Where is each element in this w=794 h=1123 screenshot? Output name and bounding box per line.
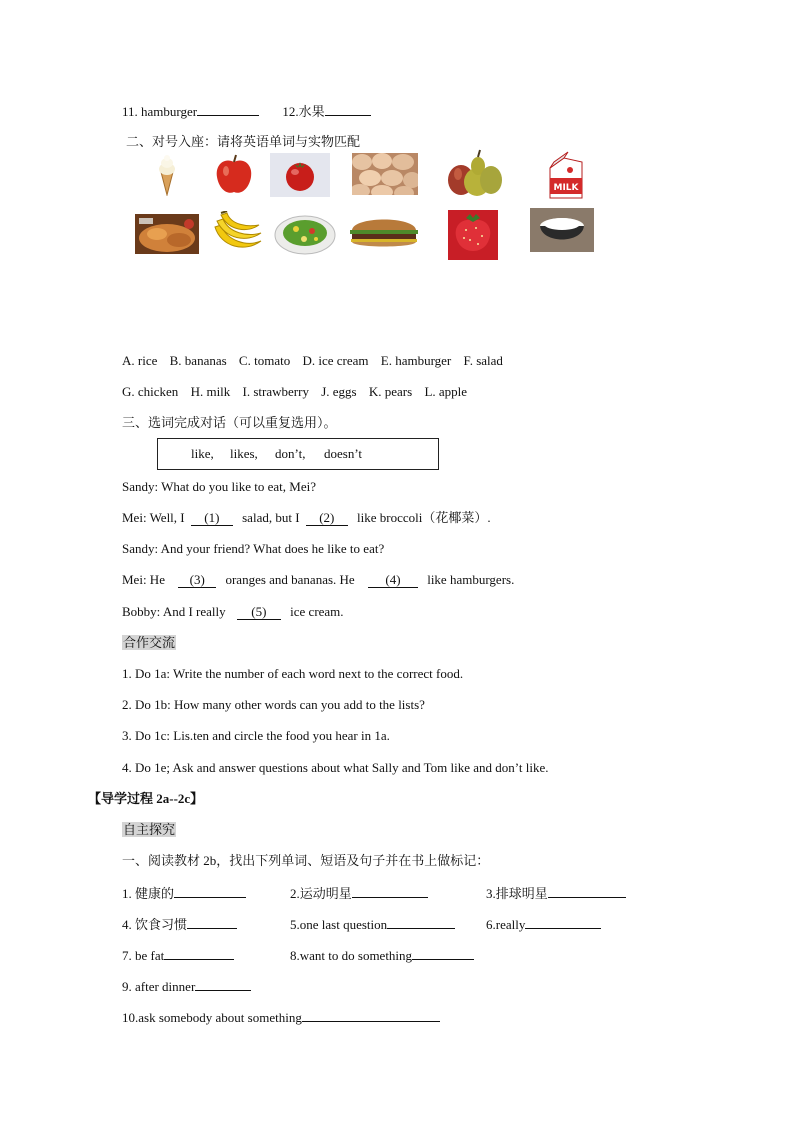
dialog-line-4	[122, 571, 514, 589]
options-row-1	[122, 352, 512, 370]
section2-heading: 二、对号入座：请将英语单词与实物匹配	[126, 134, 361, 149]
vocab-row-4	[122, 977, 251, 996]
strawberry-icon	[448, 210, 498, 260]
answer-blank[interactable]	[174, 884, 246, 898]
word-likes: likes,	[230, 446, 258, 461]
cooperate-item-1: 1. Do 1a: Write the number of each word next to the correct food.	[122, 666, 464, 681]
vocab-row-1	[122, 884, 246, 903]
option-l: L. apple	[424, 384, 468, 399]
chicken-icon	[135, 214, 199, 254]
vocab-5-wrap	[290, 915, 455, 934]
cooperate-heading	[122, 634, 176, 652]
dialog-text: like hamburgers.	[427, 572, 515, 587]
option-b: B. bananas	[169, 353, 227, 368]
vocab-row-2	[122, 915, 237, 934]
option-f: F. salad	[463, 353, 503, 368]
dialog-text: ice cream.	[290, 604, 344, 619]
dialog-line-3: Sandy: And your friend? What does he like to eat?	[122, 541, 385, 556]
answer-blank[interactable]	[387, 915, 455, 929]
option-a: A. rice	[122, 353, 158, 368]
options-row-2	[122, 383, 476, 401]
rice-icon	[530, 208, 594, 252]
vocab-row-5	[122, 1008, 440, 1027]
vocab-2: 2.运动明星	[290, 886, 352, 901]
ice-cream-icon	[152, 154, 182, 196]
dialog-text: like broccoli（花椰菜）.	[357, 510, 491, 525]
word-like: like,	[191, 446, 214, 461]
option-h: H. milk	[190, 384, 231, 399]
dialog-text: oranges and bananas. He	[225, 572, 355, 587]
option-d: D. ice cream	[302, 353, 369, 368]
word-dont: don’t,	[275, 446, 306, 461]
milk-carton-label: MILK	[553, 183, 579, 193]
word-doesnt: doesn’t	[324, 446, 363, 461]
vocab-6: 6.really	[486, 917, 526, 932]
blank-2[interactable]: (2)	[306, 511, 348, 526]
blank-4[interactable]: (4)	[368, 573, 418, 588]
vocab-9: 9. after dinner	[122, 979, 196, 994]
vocab-1: 1. 健康的	[122, 886, 175, 901]
dialog-line-1: Sandy: What do you like to eat, Mei?	[122, 479, 316, 494]
answer-blank[interactable]	[525, 915, 601, 929]
blank-1[interactable]: (1)	[191, 511, 233, 526]
pears-icon	[445, 148, 505, 198]
answer-blank[interactable]	[187, 915, 237, 929]
answer-blank[interactable]	[412, 946, 474, 960]
salad-icon	[274, 211, 336, 255]
cooperate-item-2: 2. Do 1b: How many other words can you add to the lists?	[122, 697, 425, 712]
hamburger-icon	[348, 214, 420, 250]
guide-sub-heading	[122, 821, 176, 839]
vocab-2-wrap	[290, 884, 428, 903]
option-e: E. hamburger	[380, 353, 452, 368]
apple-icon	[212, 153, 256, 197]
dialog-line-2	[122, 509, 491, 527]
dialog-text: salad, but I	[242, 510, 300, 525]
vocab-4: 4. 饮食习惯	[122, 917, 188, 932]
option-j: J. eggs	[321, 384, 357, 399]
vocab-7: 7. be fat	[122, 948, 165, 963]
bananas-icon	[211, 211, 263, 253]
guide-task: 一、阅读教材 2b，找出下列单词、短语及句子并在书上做标记：	[122, 853, 490, 868]
vocab-row-11-12	[122, 102, 371, 121]
milk-carton-icon	[540, 150, 592, 202]
item-12: 12.水果	[282, 104, 325, 119]
section3-heading: 三、选词完成对话（可以重复选用）。	[122, 415, 337, 430]
answer-blank[interactable]	[195, 977, 251, 991]
answer-blank[interactable]	[352, 884, 428, 898]
eggs-icon	[352, 153, 418, 195]
vocab-6-wrap	[486, 915, 601, 934]
dialog-line-5	[122, 603, 344, 621]
dialog-text: Mei: Well, I	[122, 510, 185, 525]
cooperate-item-4: 4. Do 1e; Ask and answer questions about what Sally and Tom like and don’t like.	[122, 760, 549, 775]
answer-blank[interactable]	[164, 946, 234, 960]
answer-blank[interactable]	[197, 102, 259, 116]
cooperate-item-3: 3. Do 1c: Lis.ten and circle the food you hear in 1a.	[122, 728, 390, 743]
option-c: C. tomato	[238, 353, 291, 368]
blank-3[interactable]: (3)	[178, 573, 216, 588]
vocab-5: 5.one last question	[290, 917, 388, 932]
answer-blank[interactable]	[325, 102, 371, 116]
word-bank-box	[157, 438, 439, 470]
vocab-row-3	[122, 946, 234, 965]
option-i: I. strawberry	[242, 384, 309, 399]
dialog-text: Mei: He	[122, 572, 165, 587]
tomato-icon	[270, 153, 330, 197]
vocab-3: 3.排球明星	[486, 886, 548, 901]
answer-blank[interactable]	[302, 1008, 440, 1022]
vocab-3-wrap	[486, 884, 626, 903]
vocab-8: 8.want to do something	[290, 948, 413, 963]
guide-sub-label: 自主探究	[123, 822, 176, 837]
vocab-10: 10.ask somebody about something	[122, 1010, 302, 1025]
item-11: 11. hamburger	[122, 104, 198, 119]
option-g: G. chicken	[122, 384, 179, 399]
answer-blank[interactable]	[548, 884, 626, 898]
dialog-text: Bobby: And I really	[122, 604, 226, 619]
blank-5[interactable]: (5)	[237, 605, 281, 620]
option-k: K. pears	[368, 384, 413, 399]
cooperate-heading-label: 合作交流	[123, 635, 176, 650]
vocab-8-wrap	[290, 946, 474, 965]
guide-heading: 【导学过程 2a--2c】	[88, 791, 204, 806]
